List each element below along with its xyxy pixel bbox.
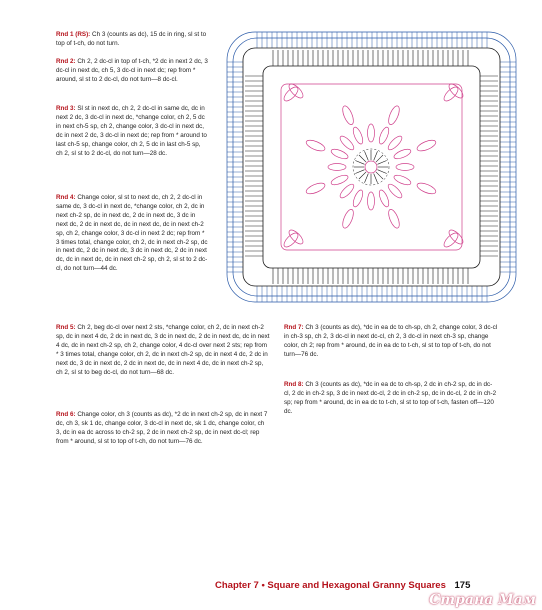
round-5	[56, 324, 270, 377]
round-1-label: Rnd 1 (RS):	[56, 31, 91, 38]
center-stitch-rays	[354, 150, 388, 184]
round-6	[56, 411, 270, 447]
inner-stitch-ticks	[245, 50, 498, 284]
round-7-text: Ch 3 (counts as dc), *dc in ea dc to ch-sp, ch 2, change color, 3 dc-cl in ch-3 sp, ch 2, 3 dc-cl in next dc-cl, ch 2, 3 dc-cl in next ch-3 sp, change color, ch 2; rep from * around, dc in ea dc to t-ch, sl st to top of t-ch, do not turn—76 dc.	[284, 324, 498, 358]
pink-frame	[281, 84, 462, 250]
page-number: 175	[454, 580, 471, 591]
round-4-label: Rnd 4:	[56, 194, 76, 201]
round-2-text: Ch 2, 2 dc-cl in top of t-ch, *2 dc in next 2 dc, 3 dc-cl in next dc, ch 5, 3 dc-cl in next dc; rep from * around, sl st to 2 dc-cl, do not turn—8 dc-cl.	[56, 58, 208, 83]
round-1	[56, 31, 208, 49]
round-7	[284, 324, 498, 360]
round-5-text: Ch 2, beg dc-cl over next 2 sts, *change color, ch 2, dc in next ch-2 sp, dc in next 4 dc, 2 dc in next dc, 3 dc in next dc, 2 dc in next dc, dc in next 4 dc, dc in next ch-2 sp, ch 2, change color, 4 dc-cl over next 2 sts; rep from * 3 times total, change color, ch 2, dc in next ch-2 sp, dc in next 4 dc, 2 dc in next dc, 3 dc in next dc, 2 dc in next dc, dc in next 4 dc, dc in next ch-2 sp, ch 2, sl st to beg dc-cl, do not turn—68 dc.	[56, 324, 270, 376]
round-7-label: Rnd 7:	[284, 324, 304, 331]
round-3	[56, 105, 208, 158]
round-8-label: Rnd 8:	[284, 381, 304, 388]
round-6-text: Change color, ch 3 (counts as dc), *2 dc in next ch-2 sp, dc in next 7 dc, ch 3, sk 1 dc, change color, 3 dc-cl in next dc, sk 1 dc, change color, ch 3, dc in ea dc across to ch-2 sp, 2 dc in next ch-2 sp, dc in next dc-cl; rep from * around, sl st to top of t-ch, do not turn—76 dc.	[56, 411, 268, 445]
outer-stitch-ticks	[227, 32, 516, 302]
cluster-petals	[282, 82, 465, 249]
round-4	[56, 194, 208, 274]
chapter-title: Chapter 7 • Square and Hexagonal Granny Squares	[215, 580, 446, 591]
round-4-text: Change color, sl st to next dc, ch 2, 2 dc-cl in same dc, 3 dc-cl in next dc, *change color, ch 2, dc in next ch-2 sp, dc in next dc, 2 dc in next dc, 3 dc in next dc, 2 dc in next dc, dc in next dc, dc in next ch-2 sp, ch 2, change color, 3 dc-cl in next 2 dc; rep from * 3 times total, change color, ch 2, dc in next ch-2 sp, dc in next dc, 2 dc in next dc, 3 dc in next dc, 2 dc in next dc, dc in next dc, dc in next ch-2 sp, ch 2, sl st to 2 dc-cl, do not turn—44 dc.	[56, 194, 208, 273]
crochet-chart-diagram	[221, 28, 522, 307]
round-3-label: Rnd 3:	[56, 105, 76, 112]
round-3-text: Sl st in next dc, ch 2, 2 dc-cl in same dc, dc in next 2 dc, 3 dc-cl in next dc, *change color, ch 2, 5 dc in next ch-5 sp, ch 2, change color, 3 dc-cl in next dc, dc in next 2 dc, 3 dc-cl in next dc; rep from * around to last ch-5 sp, change color, ch 2, 5 dc in last ch-5 sp, ch 2, sl st to 2 dc-cl, do not turn—28 dc.	[56, 105, 207, 157]
round-2	[56, 58, 208, 85]
round-6-label: Rnd 6:	[56, 411, 76, 418]
outer-blue-frame	[227, 32, 516, 302]
round-8-text: Ch 3 (counts as dc), *dc in ea dc to ch-sp, 2 dc in ch-2 sp, dc in dc-cl, 2 dc in ch-2 sp, 3 dc in next dc-cl, 2 dc in ch-2 sp, dc in dc-cl, 2 dc in ch-2 sp; rep from * around, dc in ea dc to t-ch, sl st to top of t-ch, fasten off—120 dc.	[284, 381, 497, 415]
round-5-label: Rnd 5:	[56, 324, 76, 331]
round-8	[284, 381, 498, 417]
watermark-logo: Страна Мам	[429, 592, 536, 608]
round-2-label: Rnd 2:	[56, 58, 76, 65]
round-1-text: Ch 3 (counts as dc), 15 dc in ring, sl st to top of t-ch, do not turn.	[56, 31, 207, 47]
